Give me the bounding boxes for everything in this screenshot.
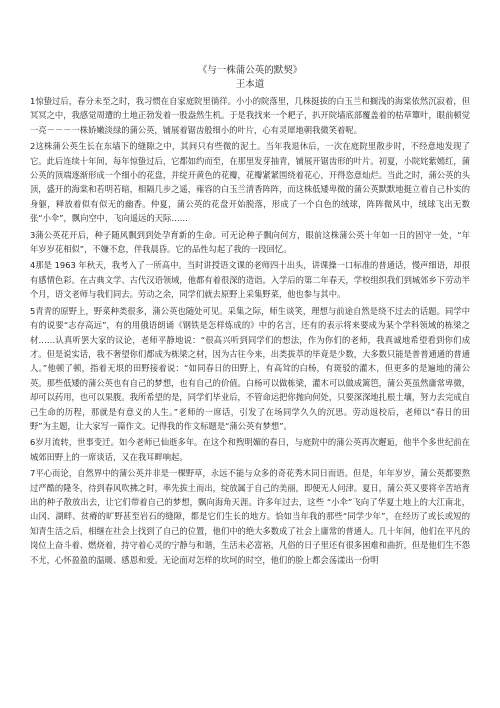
document-title: 《与一株蒲公英的默契》 bbox=[197, 65, 303, 76]
paragraph-4: 4那是 1963 年秋天，我考入了一所高中。当时讲授语文课的老师四十出头，讲课操一口标准的普通话，慢声细语，却很有感情色彩。在古典文学、古代汉语领域，他都有着很深的造诣。入学后的第二年春天，学校组织我们到城郊乡下劳动半个月，语文老师与我们同去。劳动之余，同学们就去原野上采集野菜，他也参与其中。 bbox=[30, 260, 470, 300]
paragraph-1: 1惊蛰过后，春分未至之时，我习惯在自家庭院里徜徉。小小的院落里，几株挺拔的白玉兰和搁浅的海棠依然沉寂着，但冥冥之中，我感觉周遭的土地正勃发着一股盎然生机。于是我找来一个耙子，扒开院墙底部覆盖着的枯草簟叶，眼前顿觉一亮－－－一株娇嫩淡绿的蒲公英，铺展着锯齿般细小的叶片，心有灵犀地朝我微笑着呢。 bbox=[30, 96, 470, 135]
document-author: 王本道 bbox=[235, 79, 265, 90]
paragraph-3: 3蒲公英花开后，种子随风飘到到处孕育新的生命。可无论种子飘向何方，眼前这株蒲公英十年如一日的固守一处，“年年岁岁花相似”，不嫌不怠，伴我晨昏。它的品性勾起了我的一段回忆。 bbox=[30, 229, 470, 255]
paragraph-2: 2这株蒲公英生长在东墙下的缝隙之中，其间只有些微的泥土。当年我退休后，一次在庭院里散步时，不经意地发现了它。此后连续十年间，每年惊蛰过后，它都如约而至，在那里发芽抽青，铺展开锯齿形的叶片。初夏，小院姹紫嫣红，蒲公英的顶端逐渐形成一个细小的花盘，并绽开黄色的花瓣，花瓣紧紧围绕着花心，开得恣意灿烂。当此之时，蒲公英的头顶，盛开的海棠和若明若暗，相隔几步之遥，雍容的白玉兰清香阵阵，而这株低矮卑微的蒲公英默默地挺立着自己朴实的身躯，释放着似有似无的幽香。仲夏，蒲公英的花盘开始脱落，形成了一个白色的绒球，阵阵微风中，绒球飞出无数张“小伞”，飘向空中，飞向遥远的天际…… bbox=[30, 141, 470, 224]
paragraph-5: 5青青的原野上，野菜种类很多，蒲公英也随处可见。采集之际，师生谈笑，理想与前途自然是绕不过去的话题。同学中有的说要“志存高远”，有的用俄语朗诵《钢铁是怎样炼成的》中的名言，还有的表示将来要成为某个学科领域的栋梁之材……认真听罢大家的议论，老师平静地说：“很高兴听到同学们的想法，作为你们的老师，我真诚地希望看到你们成才。但是说实话，我不奢望你们都成为栋梁之材，因为古往今来，出类拔萃的毕竟是少数，大多数只能是普普通通的普通人。”他顿了顿，指着无垠的田野接着说：“如同春日的田野上，有高耸的白杨，有斑驳的灌木，但更多的是遍地的蒲公英。那些低矮的蒲公英也有自己的梦想，也有自己的价值。白杨可以做栋梁，灌木可以做成篱笆，蒲公英虽然庸常卑微，却可以药用，也可以果腹。我所希望的是，同学们毕业后，不管命运把你抛向何处，只要深深地扎根土壤，努力去完成自己生命的历程，那就是有意义的人生。”老师的一席话，引发了在场同学久久的沉思。劳动返校后，老师以“春日的田野”为主题，让大家写一篇作文。记得我的作文标题是“蒲公英有梦想”。 bbox=[30, 305, 470, 431]
paragraph-7: 7平心而论，自然界中的蒲公英并非是一棵野草，永远不能与众多的奇花秀木同日而语。但是，年年岁岁，蒲公英都要熬过严酷的隆冬，待到春风吹拂之时，率先拔土而出，绽放属于自己的美丽，即便无人问津。夏日，蒲公英又要将辛苦培育出的种子散放出去，让它们带着自己的梦想，飘向海角天涯。许多年过去，这些 “小伞”飞向了华夏土地上的大江南北，山冈、湖畔、贫瘠的旷野甚至岩石的缝隙，都是它们生长的地方。恰如当年我的那些“同学少年”，在经历了或长或短的知青生活之后，相继在社会上找到了自己的位置，他们中的绝大多数成了社会上庸常的普通人。几十年间，他们在平凡的岗位上奋斗着、燃烧着，持守着心灵的宁静与和谐，生活未必富裕，凡俗的日子里还有很多困难和曲折，但是他们生不怨不尤，心怀盈盈的温暖、感恩和爱。无论面对怎样的坎坷的时空，他们的脸上都会荡漾出一份明 bbox=[30, 468, 470, 565]
paragraph-6: 6岁月流转，世事变迁。如今老师已仙逝多年。在这个和煦明媚的春日，与庭院中的蒲公英再次邂逅，他半个多世纪前在城郊田野上的一席谈话，又在我耳畔响起。 bbox=[30, 437, 470, 462]
